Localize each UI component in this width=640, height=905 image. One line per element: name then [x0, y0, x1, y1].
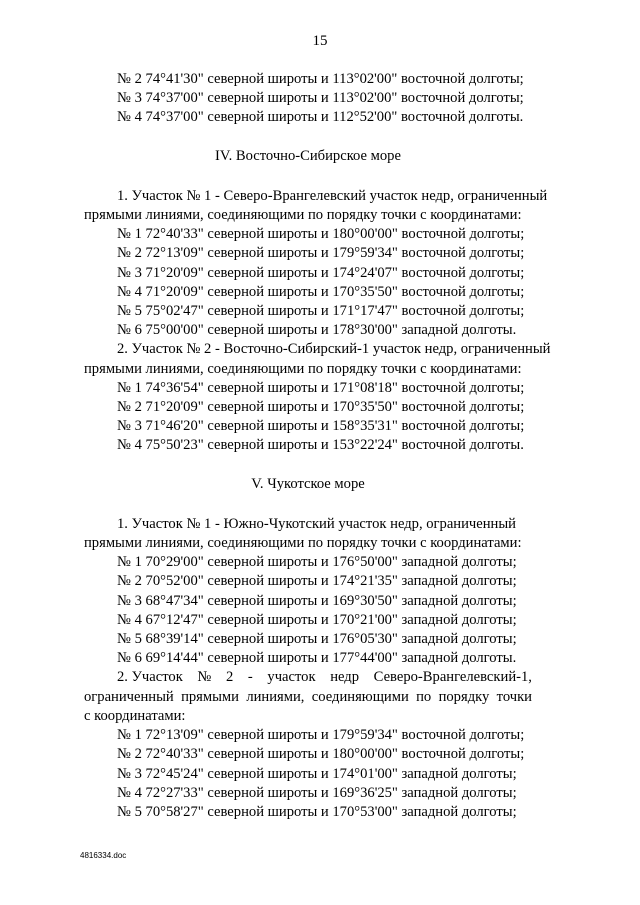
coordinate-line: № 1 74°36'54" северной широты и 171°08'18" восточной долготы;	[117, 379, 525, 396]
coordinate-line: № 1 70°29'00" северной широты и 176°50'00" западной долготы;	[117, 554, 517, 571]
section-heading-east-siberian-sea: IV. Восточно-Сибирское море	[215, 147, 401, 164]
plot-intro-line: 1. Участок № 1 - Северо-Врангелевский участок недр, ограниченный	[117, 187, 548, 204]
coordinate-line: № 2 72°40'33" северной широты и 180°00'00" восточной долготы;	[117, 746, 525, 763]
coordinate-line: № 2 74°41'30" северной широты и 113°02'00" восточной долготы;	[117, 71, 524, 87]
plot-2-chukchi	[84, 668, 532, 822]
plot-intro-line: прямыми линиями, соединяющими по порядку точки с координатами:	[84, 535, 522, 552]
document-filename: 4816334.doc	[80, 851, 127, 860]
coordinate-line: № 4 67°12'47" северной широты и 170°21'00" западной долготы;	[117, 611, 517, 628]
coordinate-line: № 2 70°52'00" северной широты и 174°21'35" западной долготы;	[117, 573, 517, 590]
plot-2-east-siberian	[84, 340, 551, 455]
plot-1-chukchi	[84, 515, 532, 669]
coordinate-line: № 3 71°20'09" северной широты и 174°24'07" восточной долготы;	[117, 264, 525, 281]
intro-word: №	[197, 669, 212, 686]
coordinate-line: № 6 75°00'00" северной широты и 178°30'00" западной долготы.	[117, 322, 517, 339]
plot-intro-line	[84, 668, 532, 687]
coordinate-line: № 1 72°40'33" северной широты и 180°00'00" восточной долготы;	[117, 226, 525, 243]
intro-word: 2. Участок	[117, 669, 183, 686]
plot-intro-line: с координатами:	[84, 707, 186, 724]
coordinate-line: № 4 75°50'23" северной широты и 153°22'24" восточной долготы.	[117, 437, 524, 454]
plot-intro-line: прямыми линиями, соединяющими по порядку точки с координатами:	[84, 360, 522, 377]
top-coordinate-list	[84, 70, 532, 128]
plot-intro-line: прямыми линиями, соединяющими по порядку точки с координатами:	[84, 207, 522, 224]
coordinate-line: № 4 74°37'00" северной широты и 112°52'00" восточной долготы.	[117, 109, 524, 126]
coordinate-line: № 4 72°27'33" северной широты и 169°36'25" западной долготы;	[117, 784, 517, 801]
page-number: 15	[312, 33, 328, 49]
coordinate-line: № 3 74°37'00" северной широты и 113°02'00" восточной долготы;	[117, 90, 524, 107]
coordinate-line: № 3 71°46'20" северной широты и 158°35'31" восточной долготы;	[117, 418, 525, 435]
coordinate-line: № 4 71°20'09" северной широты и 170°35'50" восточной долготы;	[117, 283, 525, 300]
section-heading-chukchi-sea: V. Чукотское море	[251, 475, 365, 492]
intro-word: -	[247, 669, 253, 686]
document-body	[84, 70, 551, 822]
coordinate-line: № 5 70°58'27" северной широты и 170°53'00" западной долготы;	[117, 803, 517, 820]
intro-word: Северо-Врангелевский-1,	[373, 669, 532, 686]
coordinate-line: № 1 72°13'09" северной широты и 179°59'34" восточной долготы;	[117, 727, 525, 744]
coordinate-line: № 6 69°14'44" северной широты и 177°44'00" западной долготы.	[117, 650, 517, 667]
plot-1-east-siberian	[84, 187, 548, 341]
coordinate-line: № 2 71°20'09" северной широты и 170°35'50" восточной долготы;	[117, 399, 525, 416]
coordinate-line: № 3 72°45'24" северной широты и 174°01'00" западной долготы;	[117, 765, 517, 782]
plot-intro-line: 2. Участок № 2 - Восточно-Сибирский-1 участок недр, ограниченный	[117, 341, 551, 358]
coordinate-line: № 3 68°47'34" северной широты и 169°30'50" западной долготы;	[117, 592, 517, 609]
coordinate-line: № 5 68°39'14" северной широты и 176°05'30" западной долготы;	[117, 631, 517, 648]
coordinate-line: № 5 75°02'47" северной широты и 171°17'47" восточной долготы;	[117, 303, 525, 320]
intro-word: 2	[225, 669, 234, 686]
plot-intro-line: 1. Участок № 1 - Южно-Чукотский участок недр, ограниченный	[117, 515, 516, 532]
intro-word: участок	[267, 669, 316, 686]
coordinate-line: № 2 72°13'09" северной широты и 179°59'34" восточной долготы;	[117, 245, 525, 262]
plot-intro-line: ограниченный прямыми линиями, соединяющими по порядку точки	[84, 688, 532, 705]
intro-word: недр	[330, 669, 360, 686]
